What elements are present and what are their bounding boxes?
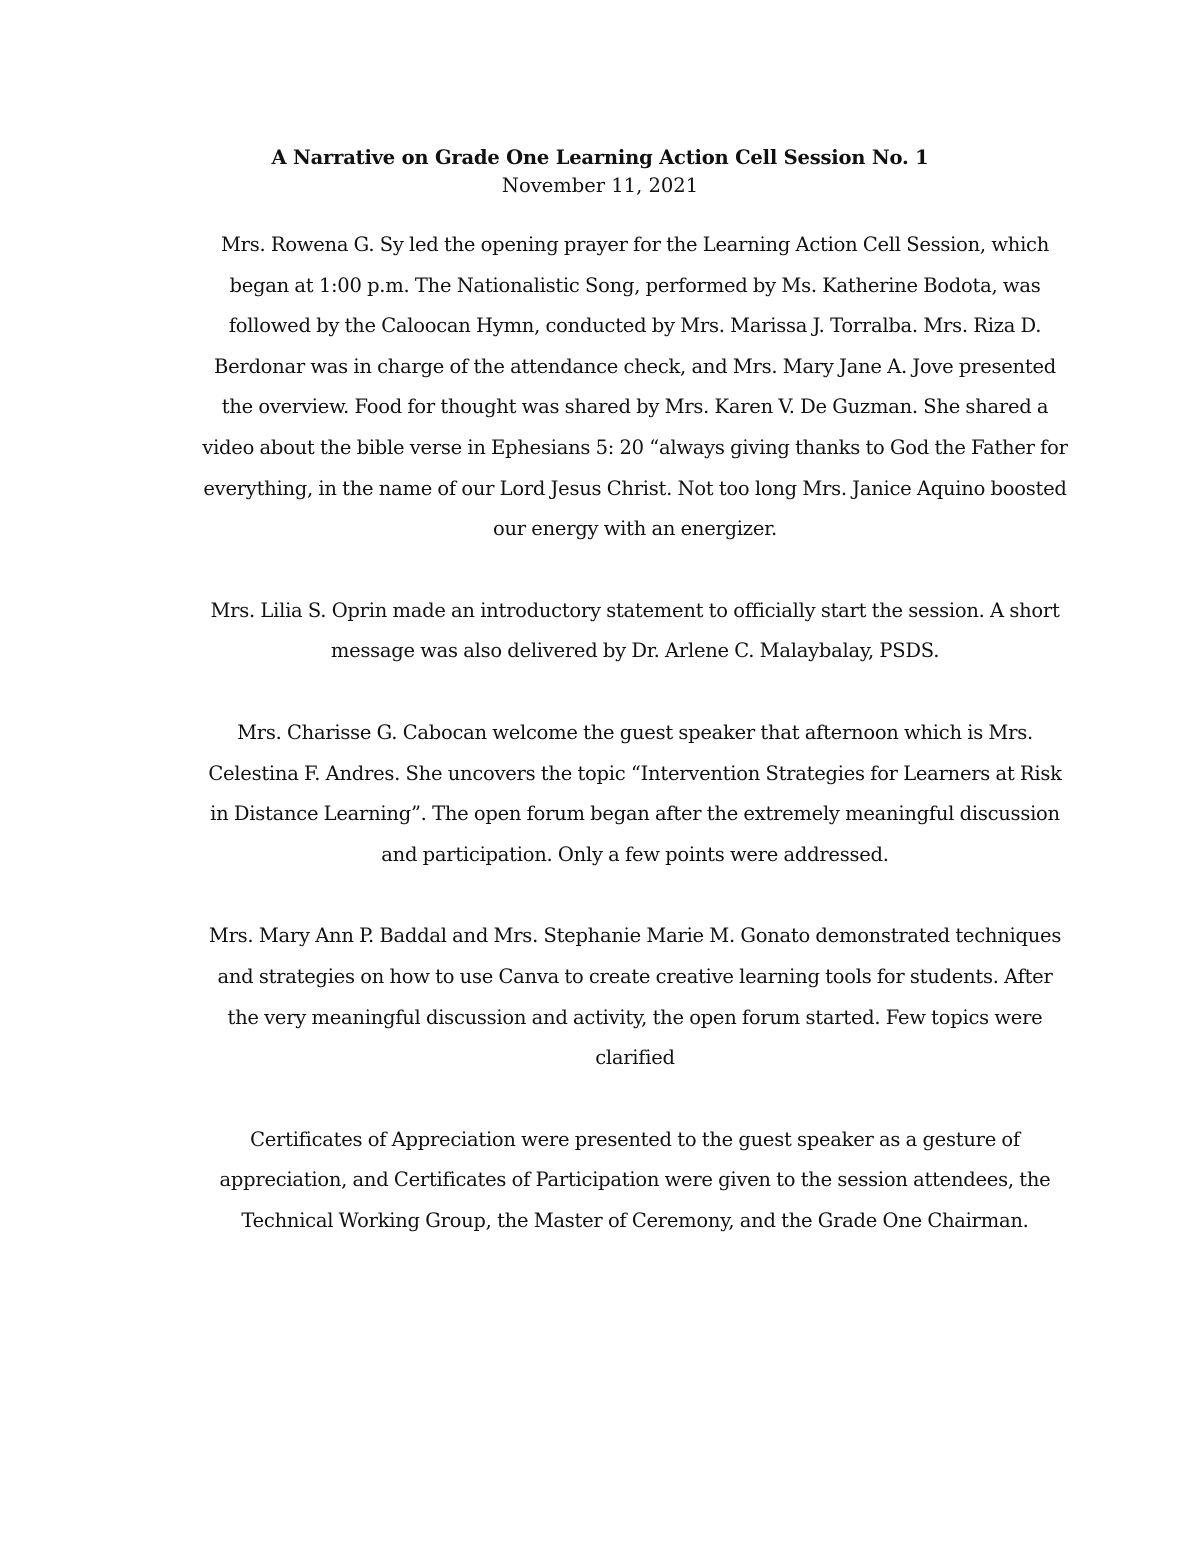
paragraph-opening-program: Mrs. Rowena G. Sy led the opening prayer for the Learning Action Cell Session, which began at 1:00 p.m. The Nationalistic Song, performed by Ms. Katherine Bodota, was followed by the Caloocan Hymn, conducted by Mrs. Marissa J. Torralba. Mrs. Riza D. Berdonar was in charge of the attendance check, and Mrs. Mary Jane A. Jove presented the overview. Food for thought was shared by Mrs. Karen V. De Guzman. She shared a video about the bible verse in Ephesians 5: 20 “always giving thanks to God the Father for everything, in the name of our Lord Jesus Christ. Not too long Mrs. Janice Aquino boosted our energy with an energizer.: [202, 233, 1068, 541]
document-date: November 11, 2021: [501, 174, 699, 197]
paragraph-certificates: Certificates of Appreciation were presented to the guest speaker as a gesture of appreciation, and Certificates of Participation were given to the session attendees, the Technical Working Group, the Master of Ceremony, and the Grade One Chairman.: [219, 1127, 1051, 1232]
paragraph-guest-speaker: Mrs. Charisse G. Cabocan welcome the guest speaker that afternoon which is Mrs. Celestina F. Andres. She uncovers the topic “Intervention Strategies for Learners at Risk in Distance Learning”. The open forum began after the extremely meaningful discussion and participation. Only a few points were addressed.: [208, 720, 1062, 866]
document-body: [200, 225, 1070, 1282]
paragraph-canva-demonstration: Mrs. Mary Ann P. Baddal and Mrs. Stephanie Marie M. Gonato demonstrated techniques and strategies on how to use Canva to create creative learning tools for students. After the very meaningful discussion and activity, the open forum started. Few topics were clarified: [208, 924, 1062, 1070]
document-title: A Narrative on Grade One Learning Action Cell Session No. 1: [271, 146, 929, 169]
paragraph-introductory-statement: Mrs. Lilia S. Oprin made an introductory statement to officially start the session. A short message was also delivered by Dr. Arlene C. Malaybalay, PSDS.: [210, 598, 1060, 663]
document-header: [0, 144, 1200, 200]
